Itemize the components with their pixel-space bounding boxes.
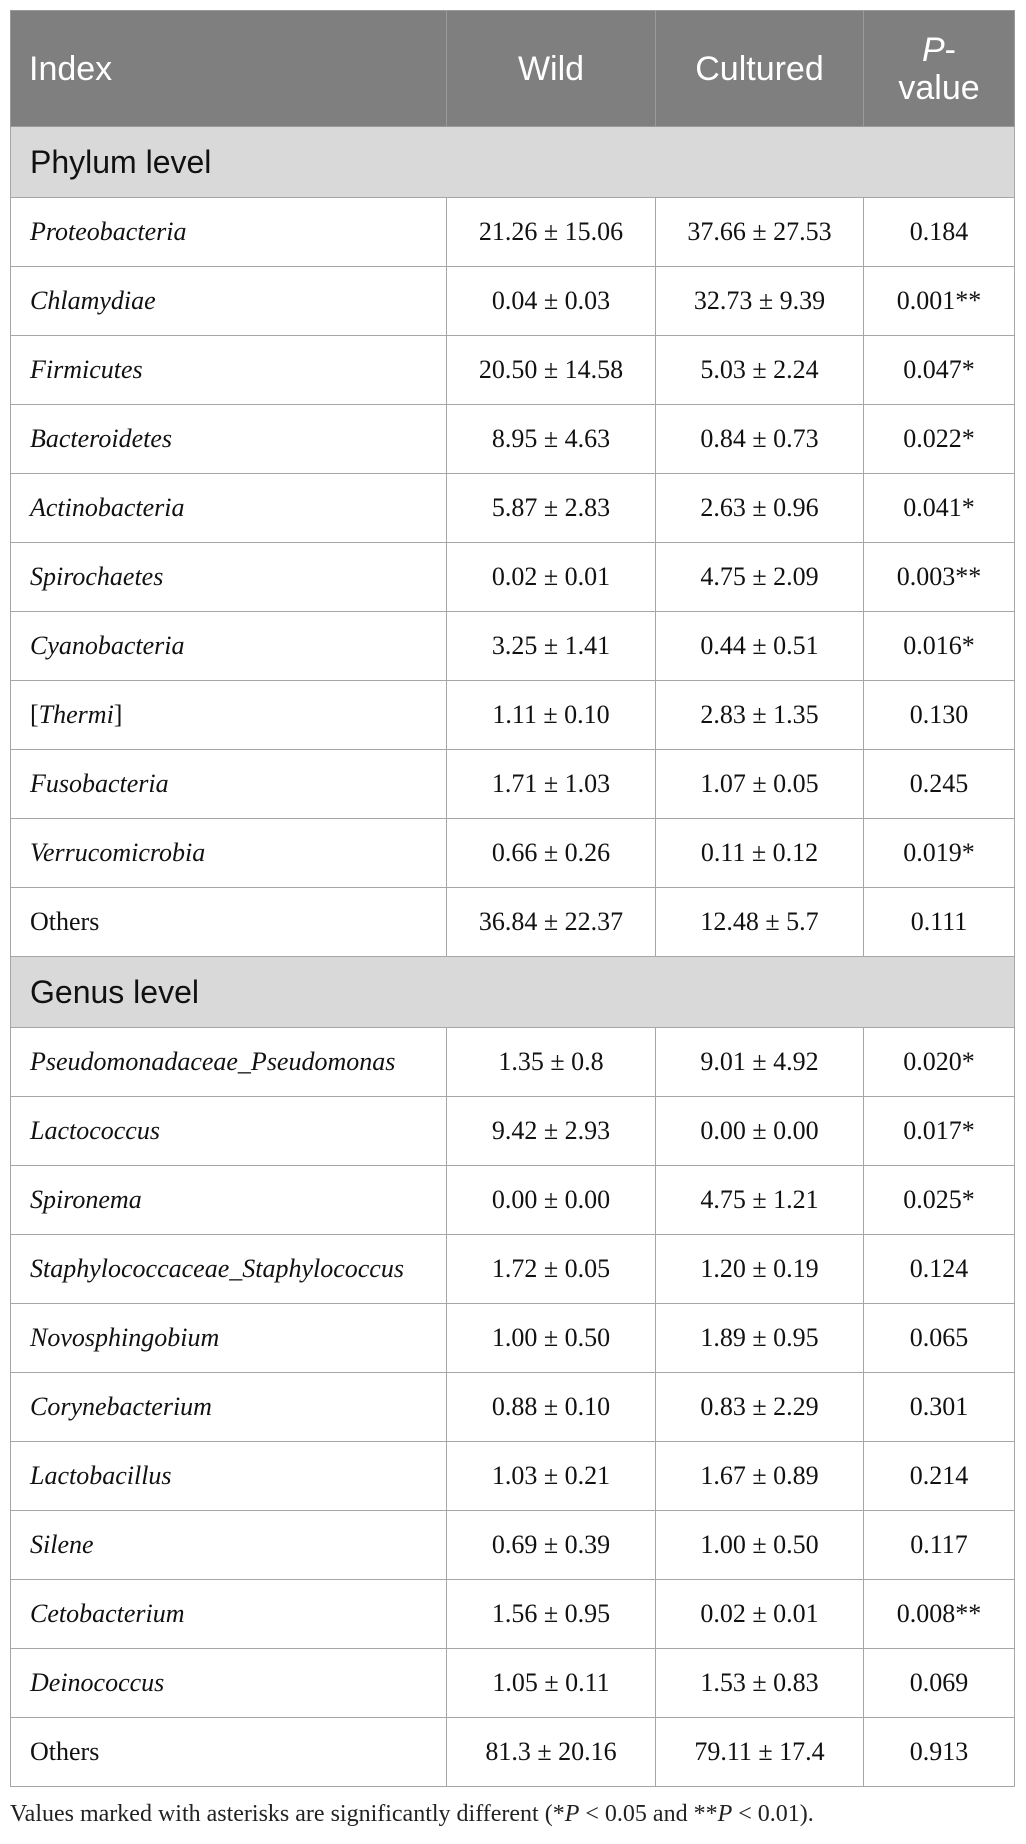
header-p-dash: - [944, 30, 956, 69]
section-header-row [11, 957, 1015, 1028]
wild-value-cell: 0.66 ± 0.26 [447, 819, 656, 888]
p-value-cell: 0.001** [864, 267, 1015, 336]
taxon-name: Spironema [30, 1185, 142, 1214]
taxon-name-cell [11, 1442, 447, 1511]
table-row [11, 1097, 1015, 1166]
taxon-name-cell [11, 405, 447, 474]
table-row [11, 1718, 1015, 1787]
table-row [11, 750, 1015, 819]
section-title: Phylum level [11, 127, 1015, 198]
footnote-part-3: < 0.01). [732, 1801, 814, 1827]
wild-value-cell: 21.26 ± 15.06 [447, 198, 656, 267]
table-footnote [10, 1801, 1014, 1828]
taxon-name-cell [11, 819, 447, 888]
p-value-cell: 0.016* [864, 612, 1015, 681]
table-row [11, 405, 1015, 474]
wild-value-cell: 3.25 ± 1.41 [447, 612, 656, 681]
taxon-name: Silene [30, 1530, 94, 1559]
taxon-name-cell [11, 1718, 447, 1787]
wild-value-cell: 0.69 ± 0.39 [447, 1511, 656, 1580]
taxon-name: Cyanobacteria [30, 631, 185, 660]
table-row [11, 612, 1015, 681]
taxon-name-cell [11, 543, 447, 612]
p-value-cell: 0.913 [864, 1718, 1015, 1787]
taxon-name: Fusobacteria [30, 769, 169, 798]
cultured-value-cell: 2.63 ± 0.96 [656, 474, 864, 543]
header-p-value [864, 11, 1015, 127]
taxon-name-cell [11, 1097, 447, 1166]
p-value-cell: 0.003** [864, 543, 1015, 612]
p-value-cell: 0.022* [864, 405, 1015, 474]
taxon-name: Pseudomonadaceae_Pseudomonas [30, 1047, 396, 1076]
table-row [11, 1442, 1015, 1511]
taxon-name-cell [11, 474, 447, 543]
data-table-container [10, 10, 1014, 1828]
table-body [11, 127, 1015, 1787]
wild-value-cell: 1.35 ± 0.8 [447, 1028, 656, 1097]
cultured-value-cell: 0.84 ± 0.73 [656, 405, 864, 474]
section-title: Genus level [11, 957, 1015, 1028]
taxon-name: Others [30, 1737, 100, 1766]
header-cultured: Cultured [656, 11, 864, 127]
cultured-value-cell: 32.73 ± 9.39 [656, 267, 864, 336]
table-row [11, 1511, 1015, 1580]
table-row [11, 474, 1015, 543]
taxon-name: Cetobacterium [30, 1599, 185, 1628]
taxon-suffix: ] [113, 700, 123, 729]
footnote-part-1: Values marked with asterisks are significantly different (* [10, 1801, 565, 1827]
taxon-name: Thermi [38, 700, 114, 729]
table-row [11, 888, 1015, 957]
wild-value-cell: 1.72 ± 0.05 [447, 1235, 656, 1304]
wild-value-cell: 36.84 ± 22.37 [447, 888, 656, 957]
header-wild: Wild [447, 11, 656, 127]
cultured-value-cell: 0.11 ± 0.12 [656, 819, 864, 888]
table-row [11, 267, 1015, 336]
section-header-row [11, 127, 1015, 198]
cultured-value-cell: 0.44 ± 0.51 [656, 612, 864, 681]
taxon-name-cell [11, 1028, 447, 1097]
p-value-cell: 0.117 [864, 1511, 1015, 1580]
wild-value-cell: 0.04 ± 0.03 [447, 267, 656, 336]
table-row [11, 1235, 1015, 1304]
taxon-name-cell [11, 1166, 447, 1235]
taxon-name: Deinococcus [30, 1668, 165, 1697]
taxon-name-cell [11, 612, 447, 681]
cultured-value-cell: 1.67 ± 0.89 [656, 1442, 864, 1511]
cultured-value-cell: 1.53 ± 0.83 [656, 1649, 864, 1718]
taxon-name-cell [11, 1511, 447, 1580]
wild-value-cell: 1.05 ± 0.11 [447, 1649, 656, 1718]
table-row [11, 543, 1015, 612]
table-header [11, 11, 1015, 127]
taxon-name-cell [11, 267, 447, 336]
p-value-cell: 0.184 [864, 198, 1015, 267]
cultured-value-cell: 1.20 ± 0.19 [656, 1235, 864, 1304]
taxon-name: Staphylococcaceae_Staphylococcus [30, 1254, 404, 1283]
p-value-cell: 0.130 [864, 681, 1015, 750]
wild-value-cell: 1.11 ± 0.10 [447, 681, 656, 750]
cultured-value-cell: 37.66 ± 27.53 [656, 198, 864, 267]
taxon-name-cell [11, 1649, 447, 1718]
wild-value-cell: 0.02 ± 0.01 [447, 543, 656, 612]
taxon-name-cell [11, 750, 447, 819]
table-row [11, 1580, 1015, 1649]
wild-value-cell: 0.88 ± 0.10 [447, 1373, 656, 1442]
p-value-cell: 0.025* [864, 1166, 1015, 1235]
wild-value-cell: 8.95 ± 4.63 [447, 405, 656, 474]
wild-value-cell: 20.50 ± 14.58 [447, 336, 656, 405]
cultured-value-cell: 0.83 ± 2.29 [656, 1373, 864, 1442]
table-row [11, 1028, 1015, 1097]
p-value-cell: 0.017* [864, 1097, 1015, 1166]
p-value-cell: 0.111 [864, 888, 1015, 957]
p-value-cell: 0.041* [864, 474, 1015, 543]
footnote-part-2: < 0.05 and ** [579, 1801, 718, 1827]
cultured-value-cell: 0.02 ± 0.01 [656, 1580, 864, 1649]
header-index: Index [11, 11, 447, 127]
footnote-p-2: P [717, 1801, 733, 1827]
cultured-value-cell: 1.00 ± 0.50 [656, 1511, 864, 1580]
cultured-value-cell: 1.89 ± 0.95 [656, 1304, 864, 1373]
p-value-cell: 0.065 [864, 1304, 1015, 1373]
wild-value-cell: 1.71 ± 1.03 [447, 750, 656, 819]
taxon-name-cell [11, 1580, 447, 1649]
wild-value-cell: 5.87 ± 2.83 [447, 474, 656, 543]
taxon-name: Spirochaetes [30, 562, 164, 591]
taxon-prefix: [ [30, 700, 39, 729]
header-p-letter: P [921, 30, 945, 69]
cultured-value-cell: 0.00 ± 0.00 [656, 1097, 864, 1166]
cultured-value-cell: 4.75 ± 2.09 [656, 543, 864, 612]
table-row [11, 1304, 1015, 1373]
wild-value-cell: 9.42 ± 2.93 [447, 1097, 656, 1166]
taxon-name: Chlamydiae [30, 286, 156, 315]
table-row [11, 681, 1015, 750]
taxon-name: Lactococcus [30, 1116, 160, 1145]
footnote-p-1: P [564, 1801, 580, 1827]
p-value-cell: 0.245 [864, 750, 1015, 819]
taxon-name: Firmicutes [30, 355, 143, 384]
header-p-value-word: value [898, 68, 980, 107]
table-row [11, 1166, 1015, 1235]
table-row [11, 1373, 1015, 1442]
p-value-cell: 0.019* [864, 819, 1015, 888]
taxon-name: Verrucomicrobia [30, 838, 206, 867]
p-value-cell: 0.047* [864, 336, 1015, 405]
table-row [11, 198, 1015, 267]
taxon-name: Corynebacterium [30, 1392, 212, 1421]
taxon-name: Bacteroidetes [30, 424, 172, 453]
p-value-cell: 0.020* [864, 1028, 1015, 1097]
table-row [11, 1649, 1015, 1718]
p-value-cell: 0.214 [864, 1442, 1015, 1511]
taxon-name-cell [11, 888, 447, 957]
wild-value-cell: 0.00 ± 0.00 [447, 1166, 656, 1235]
p-value-cell: 0.301 [864, 1373, 1015, 1442]
cultured-value-cell: 79.11 ± 17.4 [656, 1718, 864, 1787]
wild-value-cell: 1.56 ± 0.95 [447, 1580, 656, 1649]
cultured-value-cell: 12.48 ± 5.7 [656, 888, 864, 957]
taxon-name: Novosphingobium [30, 1323, 220, 1352]
taxon-name-cell [11, 1373, 447, 1442]
taxon-name-cell [11, 1235, 447, 1304]
taxon-name: Others [30, 907, 100, 936]
cultured-value-cell: 5.03 ± 2.24 [656, 336, 864, 405]
taxon-name: Actinobacteria [30, 493, 185, 522]
cultured-value-cell: 9.01 ± 4.92 [656, 1028, 864, 1097]
cultured-value-cell: 2.83 ± 1.35 [656, 681, 864, 750]
taxon-name-cell [11, 1304, 447, 1373]
table-row [11, 336, 1015, 405]
p-value-cell: 0.069 [864, 1649, 1015, 1718]
taxon-name-cell [11, 681, 447, 750]
taxon-name: Lactobacillus [30, 1461, 172, 1490]
data-table [10, 10, 1015, 1787]
taxon-name-cell [11, 336, 447, 405]
p-value-cell: 0.124 [864, 1235, 1015, 1304]
p-value-cell: 0.008** [864, 1580, 1015, 1649]
wild-value-cell: 81.3 ± 20.16 [447, 1718, 656, 1787]
cultured-value-cell: 4.75 ± 1.21 [656, 1166, 864, 1235]
header-row [11, 11, 1015, 127]
cultured-value-cell: 1.07 ± 0.05 [656, 750, 864, 819]
taxon-name: Proteobacteria [30, 217, 187, 246]
table-row [11, 819, 1015, 888]
wild-value-cell: 1.03 ± 0.21 [447, 1442, 656, 1511]
taxon-name-cell [11, 198, 447, 267]
wild-value-cell: 1.00 ± 0.50 [447, 1304, 656, 1373]
